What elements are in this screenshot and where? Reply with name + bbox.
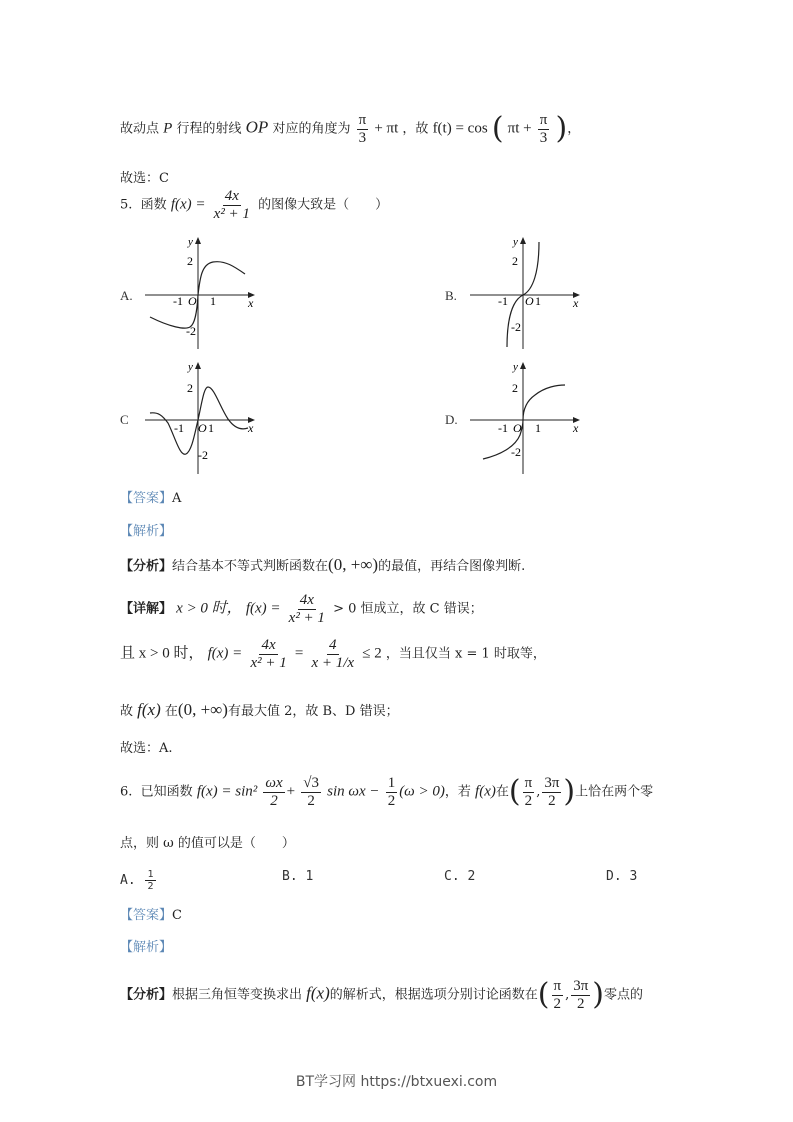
fraction	[542, 775, 561, 809]
fraction	[248, 637, 288, 671]
tag: 【分析】	[120, 987, 173, 1003]
fraction	[287, 592, 327, 626]
prev-choose: 故选：C	[120, 171, 169, 186]
svg-text:O: O	[525, 294, 534, 308]
paren: )	[563, 774, 576, 809]
label: A.	[120, 873, 136, 888]
answer-tag: 【答案】	[120, 908, 173, 923]
label: B.	[282, 869, 298, 884]
value: 3	[629, 869, 638, 884]
q5-analysis-tag: 【解析】	[120, 524, 173, 539]
svg-text:1: 1	[208, 421, 214, 435]
interval: (0, +∞)	[177, 700, 228, 719]
den: 3	[358, 129, 367, 146]
num: ωx	[265, 775, 283, 791]
text: 函数	[140, 197, 167, 213]
text: 故动点	[120, 121, 160, 137]
q5-detail-3	[120, 700, 399, 720]
paren: (	[508, 774, 521, 809]
den: x² + 1	[288, 609, 325, 626]
text: πt +	[507, 120, 532, 137]
svg-text:2: 2	[512, 254, 518, 268]
text: 有最大值 2，故 B、D 错误；	[227, 704, 399, 719]
den: 2	[270, 792, 278, 809]
text: x > 0 时，	[176, 600, 242, 617]
den: 2	[524, 792, 533, 809]
condition: (ω > 0)	[399, 783, 445, 800]
answer-tag: 【答案】	[120, 491, 173, 506]
q5-stem	[120, 188, 388, 222]
svg-text:1: 1	[535, 421, 541, 435]
q5-detail-1	[120, 592, 483, 626]
fraction	[552, 978, 564, 1012]
graph-a	[140, 232, 260, 352]
q6-choice-b	[282, 869, 313, 884]
text: 的图像大致是（ ）	[258, 197, 389, 213]
formula: f(x)	[306, 983, 330, 1003]
num: 4x	[224, 188, 239, 204]
fraction	[309, 637, 356, 671]
value: 2	[467, 869, 476, 884]
q6-fenxi: 【分析】根据三角恒等变换求出 f(x)的解析式，根据选项分别讨论函数在( $\frac{\pi}{2}$ , $\frac{3\pi}{2}$ )零点的	[120, 977, 644, 1012]
q6-choice-d	[606, 869, 637, 884]
paren: )	[592, 977, 605, 1012]
q6-choice-c	[444, 869, 475, 884]
fraction	[571, 978, 590, 1012]
prev-solution-line	[120, 112, 580, 146]
graph-b	[465, 232, 585, 352]
den: 3	[539, 129, 548, 146]
svg-text:x: x	[248, 296, 254, 310]
paren: (	[491, 111, 504, 146]
answer-value: C	[172, 908, 182, 923]
svg-text:-2: -2	[511, 320, 521, 334]
text: + πt	[374, 120, 399, 137]
text: 行程的射线	[176, 121, 242, 137]
num: π	[553, 978, 562, 994]
text: ，若	[444, 784, 471, 800]
label: C.	[444, 869, 460, 884]
text: 的解析式，根据选项分别讨论函数在	[329, 987, 538, 1003]
svg-text:y: y	[513, 236, 518, 248]
svg-text:-1: -1	[174, 421, 184, 435]
plus: +	[286, 783, 296, 800]
svg-text:-1: -1	[498, 421, 508, 435]
text: 上恰在两个零	[575, 784, 654, 800]
interval: (0, +∞)	[328, 555, 379, 574]
fraction	[523, 775, 535, 809]
graph-d	[465, 357, 585, 477]
text: ，	[567, 121, 581, 137]
q5-choose: 故选：A.	[120, 741, 173, 756]
text: 结合基本不等式判断函数在	[172, 559, 329, 574]
text: 在	[495, 784, 509, 800]
text: 故	[120, 704, 134, 719]
num: 1	[387, 775, 396, 791]
fraction	[386, 775, 398, 809]
den: x² + 1	[213, 205, 250, 222]
label: D.	[606, 869, 622, 884]
q6-answer	[120, 904, 182, 923]
fraction	[301, 775, 321, 809]
graph-c	[140, 357, 260, 477]
formula: f(x) = sin²	[196, 783, 258, 800]
text: 对应的角度为	[272, 121, 351, 137]
svg-text:x: x	[573, 296, 579, 310]
num: π	[539, 112, 548, 128]
formula: f(t) = cos	[432, 120, 488, 137]
text: ，故	[402, 121, 429, 137]
fraction: $\frac{1}{2}$	[147, 869, 154, 892]
paren: (	[537, 977, 550, 1012]
svg-text:1: 1	[535, 294, 541, 308]
svg-text:1: 1	[210, 294, 216, 308]
text: > 0 恒成立，故 C 错误；	[333, 601, 483, 617]
svg-text:O: O	[513, 421, 522, 435]
q6-stem-2: 点，则 ω 的值可以是（ ）	[120, 836, 295, 851]
svg-text:y: y	[188, 361, 193, 373]
text: 在	[164, 704, 178, 719]
answer-value: A	[172, 491, 182, 506]
text: 零点的	[604, 987, 644, 1003]
den: 2	[553, 995, 562, 1012]
svg-text:y: y	[513, 361, 518, 373]
tag: 【分析】	[120, 559, 173, 574]
svg-text:-2: -2	[511, 445, 521, 459]
den: 2	[307, 792, 315, 809]
fraction	[263, 775, 284, 809]
option-d-label: D.	[445, 412, 458, 427]
var-p: P	[163, 120, 173, 137]
svg-text:-2: -2	[186, 324, 196, 338]
q5-detail-2	[120, 637, 546, 671]
den: 2	[577, 995, 585, 1012]
svg-text:O: O	[198, 421, 207, 435]
option-b-label: B.	[445, 288, 457, 303]
num: 3π	[573, 978, 589, 994]
fraction	[538, 112, 550, 146]
text: 且 x > 0 时，	[120, 645, 204, 662]
num: π	[524, 775, 533, 791]
num: 4x	[261, 637, 276, 653]
text: sin ωx −	[327, 783, 380, 800]
option-c-label: C	[120, 412, 129, 427]
text: 的最值，再结合图像判断.	[378, 559, 526, 574]
formula: f(x) =	[170, 196, 206, 213]
formula: f(x)	[137, 700, 161, 719]
var-op: OP	[245, 117, 269, 137]
den: 2	[387, 792, 396, 809]
formula: f(x) =	[245, 600, 281, 617]
q5-fenxi	[120, 555, 525, 575]
num: π	[358, 112, 367, 128]
q-number: 6.	[120, 784, 133, 800]
svg-text:-2: -2	[198, 448, 208, 462]
footer-watermark: BT学习网 https://btxuexi.com	[295, 1074, 498, 1090]
svg-text:2: 2	[187, 381, 193, 395]
tag: 【详解】	[120, 601, 173, 617]
q6-analysis-tag: 【解析】	[120, 940, 173, 955]
svg-text:O: O	[188, 294, 197, 308]
svg-text:x: x	[248, 421, 254, 435]
value: 1	[305, 869, 314, 884]
paren: )	[555, 111, 568, 146]
text: ，当且仅当 x = 1 时取等，	[385, 646, 546, 662]
formula: f(x)	[475, 783, 496, 800]
q5-answer	[120, 487, 181, 506]
num: 4	[329, 637, 337, 653]
num: √3	[303, 775, 320, 791]
text: 根据三角恒等变换求出	[172, 987, 303, 1003]
svg-text:x: x	[573, 421, 579, 435]
den: 2	[548, 792, 556, 809]
den: x² + 1	[250, 654, 287, 671]
svg-text:2: 2	[187, 254, 193, 268]
q6-stem: 6. 已知函数 f(x) = sin² $\frac{\omega x}{2}$ + $\frac{√3}{2}$ sin ωx − $\frac{1}{2}$ (ω > 0)，若 f(x)在( $\frac{\pi}{2}$ , $\frac{3\pi}{2}$ )上恰在两个零	[120, 774, 654, 809]
text: ≤ 2	[362, 645, 382, 662]
q6-choice-a	[120, 869, 158, 892]
svg-text:-1: -1	[173, 294, 183, 308]
den: x + 1/x	[311, 654, 355, 671]
formula: f(x) =	[207, 645, 243, 662]
fraction	[357, 112, 369, 146]
text: 已知函数	[140, 784, 193, 800]
q-number: 5.	[120, 197, 133, 213]
svg-text:2: 2	[512, 381, 518, 395]
option-a-label: A.	[120, 288, 133, 303]
num: 4x	[299, 592, 314, 608]
num: 3π	[544, 775, 560, 791]
svg-text:-1: -1	[498, 294, 508, 308]
fraction	[212, 188, 252, 222]
eq: =	[294, 645, 304, 662]
svg-text:y: y	[188, 236, 193, 248]
